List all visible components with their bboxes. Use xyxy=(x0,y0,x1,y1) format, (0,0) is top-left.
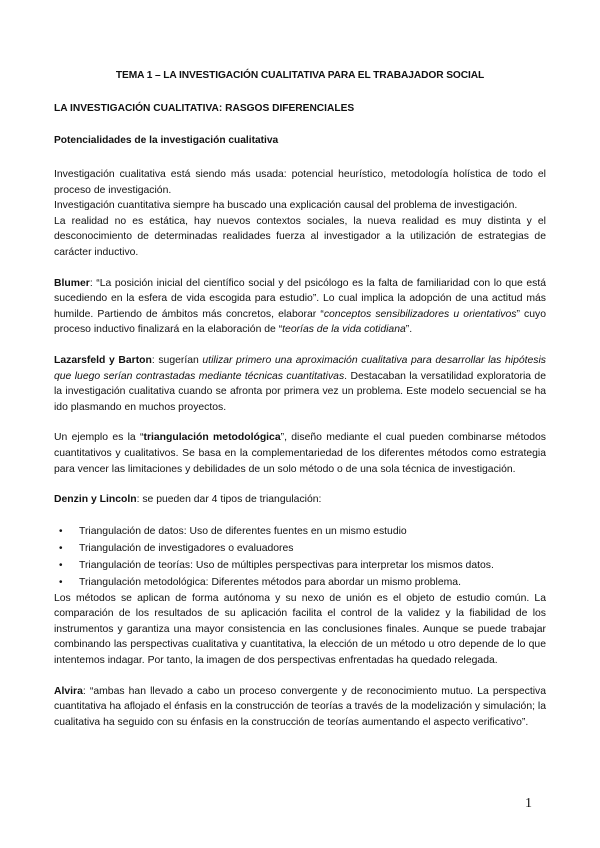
blumer-text-1: : “La posición inicial del científico social y del psicólogo es la falta de familiaridad con lo que está sucediendo en la esfera de vida escogida para estudio”. Lo cual implica la adopción de una actitud más humilde. Partiendo de ámbitos más concretos, elaborar “ xyxy=(54,277,546,320)
lazarsfeld-authors: Lazarsfeld y Barton xyxy=(54,354,152,366)
alvira-author: Alvira xyxy=(54,685,83,697)
list-item xyxy=(59,557,546,574)
denzin-paragraph xyxy=(54,492,546,508)
blumer-italic-2: teorías de la vida cotidiana xyxy=(282,324,406,336)
list-item xyxy=(59,523,546,540)
bullet-icon: • xyxy=(59,525,63,537)
intro-line-2: Investigación cuantitativa siempre ha buscado una explicación causal del problema de investigación. xyxy=(54,200,518,212)
list-item xyxy=(59,574,546,591)
blumer-italic-1: conceptos sensibilizadores u orientativos xyxy=(323,308,517,320)
blumer-paragraph xyxy=(54,276,546,338)
list-item-text: Triangulación de datos: Uso de diferentes fuentes en un mismo estudio xyxy=(79,525,407,537)
intro-line-1: Investigación cualitativa está siendo más usada: potencial heurístico, metodología holística de todo el proceso de investigación. xyxy=(54,169,546,196)
blumer-author: Blumer xyxy=(54,277,90,289)
lazarsfeld-paragraph xyxy=(54,353,546,415)
triangulation-text-1: Un ejemplo es la “ xyxy=(54,432,144,444)
lazarsfeld-text-1: : sugerían xyxy=(151,354,203,366)
alvira-text: : “ambas han llevado a cabo un proceso convergente y de reconocimiento mutuo. La perspectiva cuantitativa ha aflojado el énfasis en la construcción de teorías a través de la modelización y simulación; la cualitativa ha seguido con su énfasis en la construcción de teorías aumentando el aspecto verificativo”. xyxy=(54,685,546,728)
page-content xyxy=(54,70,546,730)
lazarsfeld-italic: utilizar primero una aproximación cualitativa para desarrollar las hipótesis que luego serían contrastadas mediante técnicas cuantitativas xyxy=(54,354,546,382)
list-item xyxy=(59,540,546,557)
blumer-text-2: ” cuyo proceso inductivo finalizará en la elaboración de “ xyxy=(54,308,546,336)
intro-paragraph xyxy=(54,167,546,261)
triangulation-text-2: ”, diseño mediante el cual pueden combinarse métodos cuantitativos y cualitativos. Se basa en la complementariedad de los diferentes métodos como estrategia para vencer las limitaciones y debilidades de un solo método o de una sola técnica de investigación. xyxy=(54,432,546,475)
denzin-text: : se pueden dar 4 tipos de triangulación: xyxy=(136,494,322,506)
blumer-text-3: ”. xyxy=(405,324,413,336)
triangulation-types-list xyxy=(54,523,546,591)
alvira-paragraph xyxy=(54,684,546,731)
list-item-text: Triangulación metodológica: Diferentes métodos para abordar un mismo problema. xyxy=(79,576,461,588)
bullet-icon: • xyxy=(59,576,63,588)
denzin-authors: Denzin y Lincoln xyxy=(54,494,137,506)
triangulation-paragraph xyxy=(54,430,546,477)
triangulation-term: triangulación metodológica xyxy=(143,432,281,444)
lazarsfeld-text-2: . Destacaban la versatilidad exploratoria de la investigación cualitativa cuando se afronta por primera vez un problema. Este modelo secuencial se ha ido plasmando en muchos proyectos. xyxy=(54,370,546,413)
methods-paragraph: Los métodos se aplican de forma autónoma y su nexo de unión es el objeto de estudio común. La comparación de los resultados de su aplicación facilita el control de la validez y la fiabilidad de los instrumentos y garantiza una mayor consistencia en las conclusiones finales. Aunque se puede trabajar combinando las perspectivas cualitativa y cuantitativa, la elección de un método u otro depende de lo que intentemos indagar. Por tanto, la imagen de dos perspectivas enfrentadas ha quedado relegada. xyxy=(54,592,546,667)
bullet-icon: • xyxy=(59,542,63,554)
bullet-icon: • xyxy=(59,559,63,571)
page-number: 1 xyxy=(525,796,532,811)
list-item-text: Triangulación de teorías: Uso de múltiples perspectivas para interpretar los mismos datos. xyxy=(79,559,494,571)
intro-line-3: La realidad no es estática, hay nuevos contextos sociales, la nueva realidad es muy distinta y el desconocimiento de determinadas realidades fuerza al investigador a la utilización de estrategias de carácter inductivo. xyxy=(54,215,546,258)
section-title: LA INVESTIGACIÓN CUALITATIVA: RASGOS DIFERENCIALES xyxy=(54,103,355,114)
document-title: TEMA 1 – LA INVESTIGACIÓN CUALITATIVA PARA EL TRABAJADOR SOCIAL xyxy=(115,70,485,81)
subsection-title: Potencialidades de la investigación cualitativa xyxy=(54,135,279,146)
list-item-text: Triangulación de investigadores o evaluadores xyxy=(79,542,294,554)
